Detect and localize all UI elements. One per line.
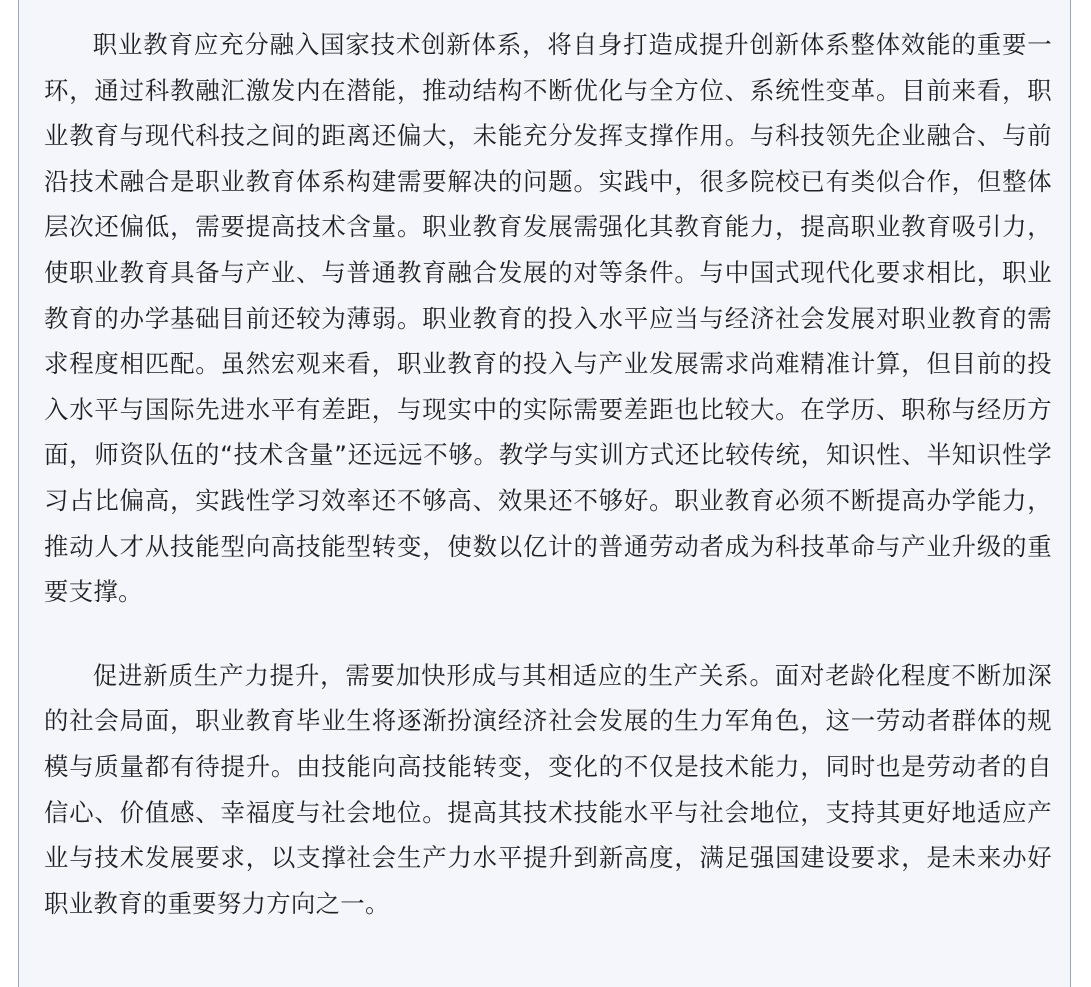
- paragraph-2: 促进新质生产力提升，需要加快形成与其相适应的生产关系。面对老龄化程度不断加深的社会局面，职业教育毕业生将逐渐扮演经济社会发展的生力军角色，这一劳动者群体的规模与质量都有待提升。由技能向高技能转变，变化的不仅是技术能力，同时也是劳动者的自信心、价值感、幸福度与社会地位。提高其技术技能水平与社会地位，支持其更好地适应产业与技术发展要求，以支撑社会生产力水平提升到新高度，满足强国建设要求，是未来办好职业教育的重要努力方向之一。: [44, 660, 1052, 918]
- paragraph-1: 职业教育应充分融入国家技术创新体系，将自身打造成提升创新体系整体效能的重要一环，通过科教融汇激发内在潜能，推动结构不断优化与全方位、系统性变革。目前来看，职业教育与现代科技之间的距离还偏大，未能充分发挥支撑作用。与科技领先企业融合、与前沿技术融合是职业教育体系构建需要解决的问题。实践中，很多院校已有类似合作，但整体层次还偏低，需要提高技术含量。职业教育发展需强化其教育能力，提高职业教育吸引力，使职业教育具备与产业、与普通教育融合发展的对等条件。与中国式现代化要求相比，职业教育的办学基础目前还较为薄弱。职业教育的投入水平应当与经济社会发展对职业教育的需求程度相匹配。虽然宏观来看，职业教育的投入与产业发展需求尚难精准计算，但目前的投入水平与国际先进水平有差距，与现实中的实际需要差距也比较大。在学历、职称与经历方面，师资队伍的“技术含量”还远远不够。教学与实训方式还比较传统，知识性、半知识性学习占比偏高，实践性学习效率还不够高、效果还不够好。职业教育必须不断提高办学能力，推动人才从技能型向高技能型转变，使数以亿计的普通劳动者成为科技革命与产业升级的重要支撑。: [44, 30, 1052, 607]
- article-page: [18, 0, 1071, 987]
- article-body: [44, 22, 1052, 926]
